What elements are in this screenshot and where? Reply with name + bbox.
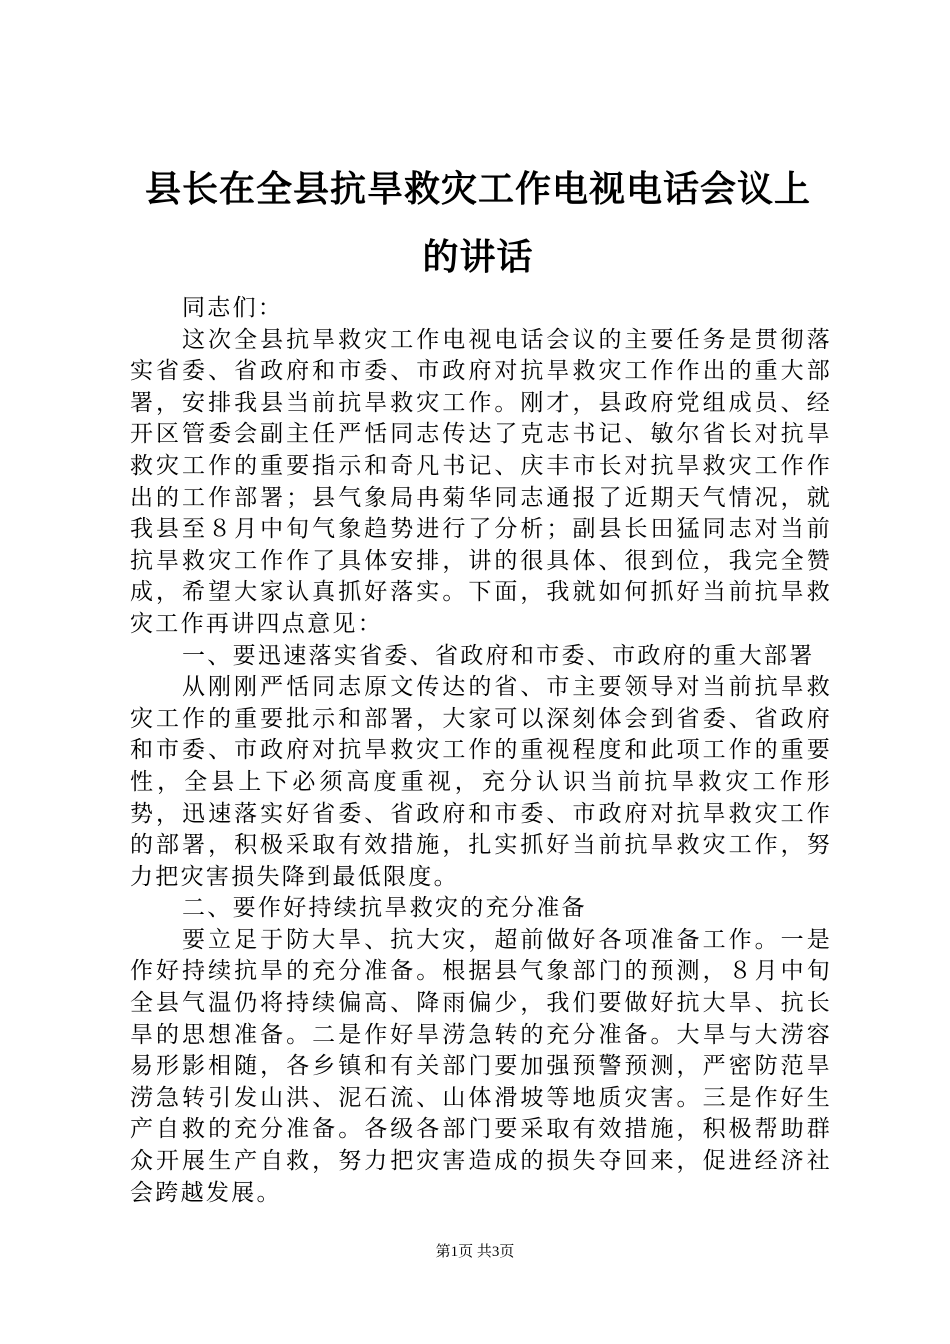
paragraph-section-1: 从刚刚严恬同志原文传达的省、市主要领导对当前抗旱救灾工作的重要批示和部署，大家可以深刻体会到省委、省政府和市委、市政府对抗旱救灾工作的重视程度和此项工作的重要性，全县上下必须高度重视，充分认识当前抗旱救灾工作形势，迅速落实好省委、省政府和市委、市政府对抗旱救灾工作的部署，积极采取有效措施，扎实抓好当前抗旱救灾工作，努力把灾害损失降到最低限度。 <box>130 674 832 890</box>
paragraph-salutation: 同志们： <box>182 295 284 321</box>
page-footer: 第1页 共3页 <box>435 1244 515 1260</box>
section-heading-2: 二、要作好持续抗旱救灾的充分准备 <box>182 895 587 922</box>
document-body <box>130 293 832 1209</box>
paragraph-intro: 这次全县抗旱救灾工作电视电话会议的主要任务是贯彻落实省委、省政府和市委、市政府对抗旱救灾工作作出的重大部署，安排我县当前抗旱救灾工作。刚才，县政府党组成员、经开区管委会副主任严恬同志传达了克志书记、敏尔省长对抗旱救灾工作的重要指示和奇凡书记、庆丰市长对抗旱救灾工作作出的工作部署；县气象局冉菊华同志通报了近期天气情况，就我县至８月中旬气象趋势进行了分析；副县长田猛同志对当前抗旱救灾工作作了具体安排，讲的很具体、很到位，我完全赞成，希望大家认真抓好落实。下面，我就如何抓好当前抗旱救灾工作再讲四点意见： <box>130 326 832 637</box>
paragraph-section-2: 要立足于防大旱、抗大灾，超前做好各项准备工作。一是作好持续抗旱的充分准备。根据县气象部门的预测，８月中旬全县气温仍将持续偏高、降雨偏少，我们要做好抗大旱、抗长旱的思想准备。二是作好旱涝急转的充分准备。大旱与大涝容易形影相随，各乡镇和有关部门要加强预警预测，严密防范旱涝急转引发山洪、泥石流、山体滑坡等地质灾害。三是作好生产自救的充分准备。各级各部门要采取有效措施，积极帮助群众开展生产自救，努力把灾害造成的损失夺回来，促进经济社会跨越发展。 <box>130 926 832 1206</box>
document-title: 县长在全县抗旱救灾工作电视电话会议上的讲话 <box>144 168 811 278</box>
section-heading-1: 一、要迅速落实省委、省政府和市委、市政府的重大部署 <box>182 642 815 669</box>
